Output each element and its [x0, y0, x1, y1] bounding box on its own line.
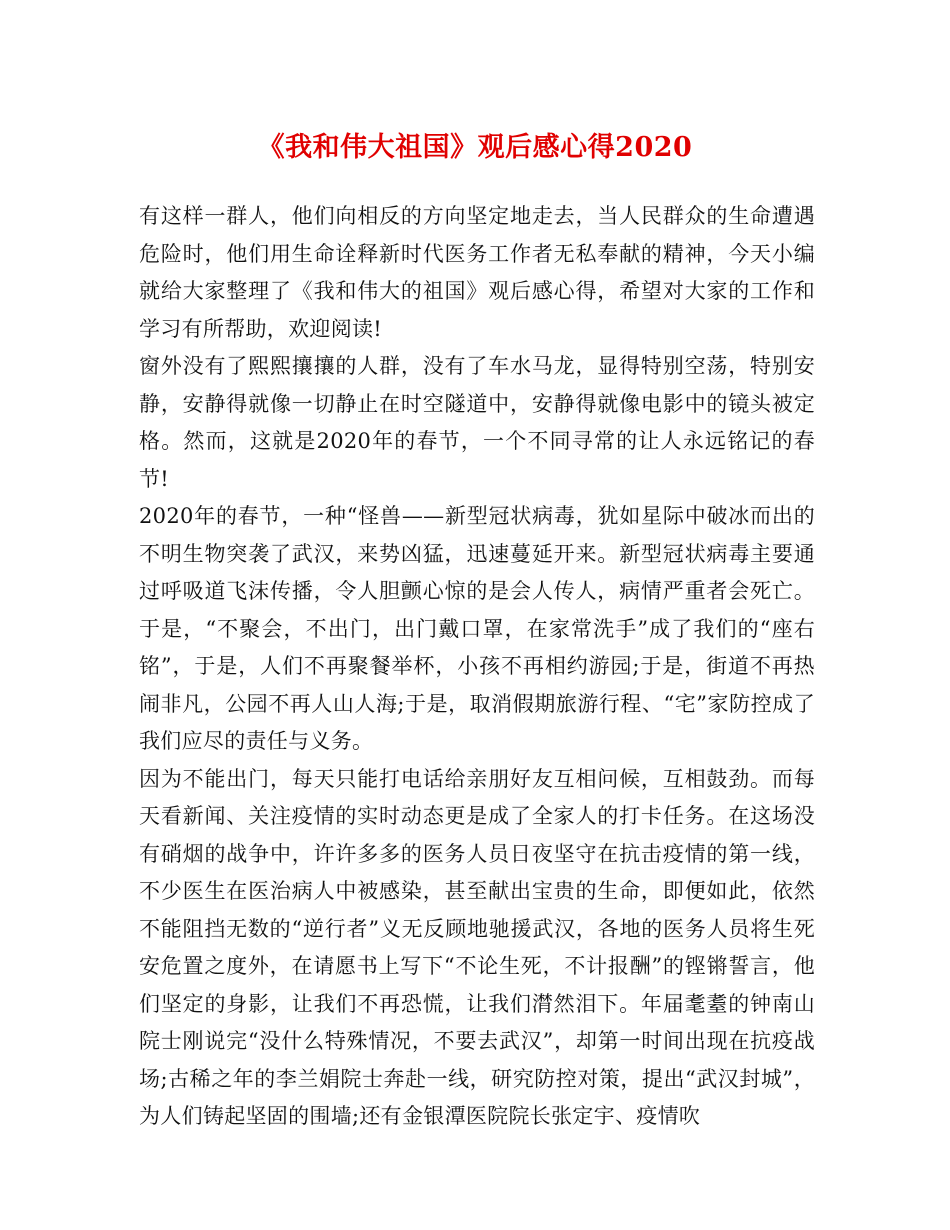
- paragraph: 2020年的春节，一种“怪兽——新型冠状病毒，犹如星际中破冰而出的不明生物突袭了武汉，来势凶猛，迅速蔓延开来。新型冠状病毒主要通过呼吸道飞沫传播，令人胆颤心惊的是会人传人，病情严重者会死亡。于是，“不聚会，不出门，出门戴口罩，在家常洗手”成了我们的“座右铭”，于是，人们不再聚餐举杯，小孩不再相约游园;于是，街道不再热闹非凡，公园不再人山人海;于是，取消假期旅游行程、“宅”家防控成了我们应尽的责任与义务。: [139, 504, 815, 753]
- paragraph: 窗外没有了熙熙攘攘的人群，没有了车水马龙，显得特别空荡，特别安静，安静得就像一切静止在时空隧道中，安静得就像电影中的镜头被定格。然而，这就是2020年的春节，一个不同寻常的让人永远铭记的春节!: [139, 354, 815, 491]
- document-title: 《我和伟大祖国》观后感心得2020: [257, 132, 693, 163]
- document-body: [139, 198, 815, 1136]
- paragraph: 因为不能出门，每天只能打电话给亲朋好友互相问候，互相鼓劲。而每天看新闻、关注疫情的实时动态更是成了全家人的打卡任务。在这场没有硝烟的战争中，许许多多的医务人员日夜坚守在抗击疫情的第一线，不少医生在医治病人中被感染，甚至献出宝贵的生命，即便如此，依然不能阻挡无数的“逆行者”义无反顾地驰援武汉，各地的医务人员将生死安危置之度外，在请愿书上写下“不论生死，不计报酬”的铿锵誓言，他们坚定的身影，让我们不再恐慌，让我们潸然泪下。年届耄耋的钟南山院士刚说完“没什么特殊情况，不要去武汉”，却第一时间出现在抗疫战场;古稀之年的李兰娟院士奔赴一线，研究防控对策，提出“武汉封城”，为人们铸起坚固的围墙;还有金银潭医院院长张定宇、疫情吹: [139, 766, 815, 1128]
- paragraph: 有这样一群人，他们向相反的方向坚定地走去，当人民群众的生命遭遇危险时，他们用生命诠释新时代医务工作者无私奉献的精神，今天小编就给大家整理了《我和伟大的祖国》观后感心得，希望对大家的工作和学习有所帮助，欢迎阅读!: [139, 204, 815, 341]
